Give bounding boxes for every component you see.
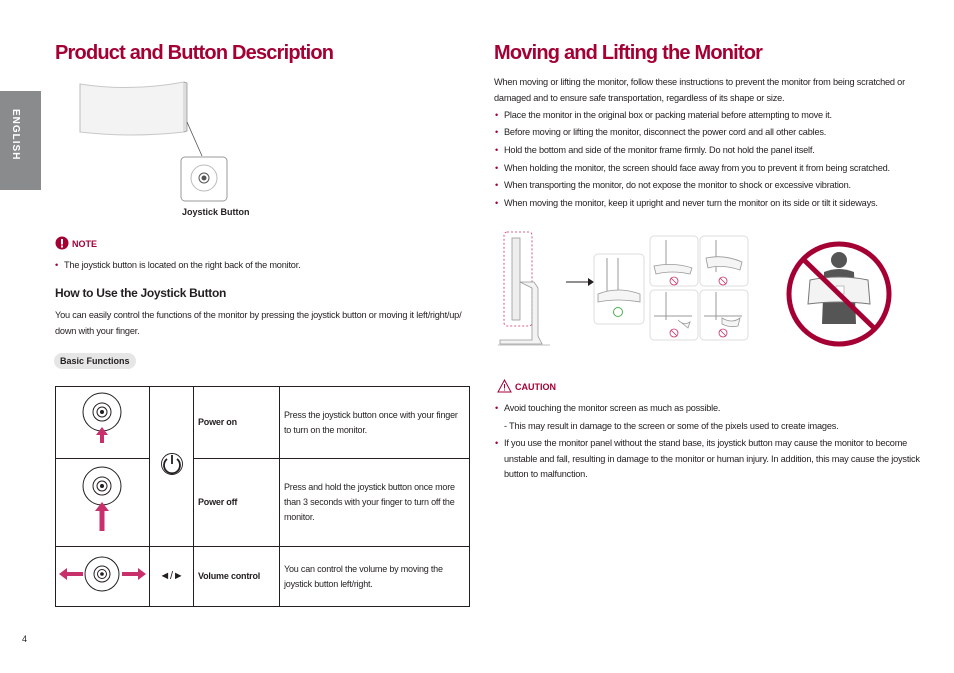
page-number: 4: [22, 634, 28, 644]
joystick-press-illustration: [56, 387, 149, 453]
moving-bullet-4: • When holding the monitor, the screen should face away from you to prevent it from being scratched.: [504, 160, 890, 176]
power-off-illustration-cell: [56, 459, 150, 547]
note-item: • The joystick button is located on the right back of the monitor.: [64, 257, 300, 273]
volume-symbol: ◄/►: [150, 547, 194, 607]
power-off-name: Power off: [194, 459, 280, 547]
power-on-desc: [280, 387, 470, 459]
power-icon: [160, 452, 184, 476]
how-to-line-1: You can easily control the functions of the monitor by pressing the joystick button or moving it left/right/up/: [55, 310, 462, 320]
caution-item-2-line-1: • If you use the monitor panel without the stand base, its joystick button may cause the monitor to become: [504, 435, 907, 451]
language-label: ENGLISH: [10, 109, 21, 161]
joystick-left-right-illustration: [56, 547, 149, 601]
volume-illustration-cell: [56, 547, 150, 607]
how-to-line-2: down with your finger.: [55, 326, 140, 336]
volume-desc-line-2: joystick button left/right.: [284, 578, 373, 589]
power-off-desc: [280, 459, 470, 547]
correct-hold-illustration: [594, 254, 644, 324]
power-on-illustration-cell: [56, 387, 150, 459]
volume-name: Volume control: [194, 547, 280, 607]
power-on-desc-line-2: to turn on the monitor.: [284, 424, 367, 435]
volume-desc-line-1: You can control the volume by moving the: [284, 563, 443, 574]
joystick-hold-illustration: [56, 459, 149, 541]
moving-bullet-6: • When moving the monitor, keep it upright and never turn the monitor on its side or tilt it sideways.: [504, 195, 878, 211]
basic-functions-table: [55, 386, 470, 607]
moving-bullet-5: • When transporting the monitor, do not expose the monitor to shock or excessive vibration.: [504, 177, 851, 193]
caution-item-2-line-3: button to malfunction.: [504, 469, 588, 479]
power-off-desc-line-3: monitor.: [284, 512, 315, 522]
caution-label: CAUTION: [515, 382, 556, 392]
note-label: NOTE: [72, 239, 98, 249]
how-to-heading: How to Use the Joystick Button: [55, 286, 227, 300]
basic-functions-label: Basic Functions: [54, 353, 136, 369]
power-on-name: Power on: [194, 387, 280, 459]
page-title-left: Product and Button Description: [55, 42, 334, 64]
language-tab: [0, 91, 41, 190]
moving-bullet-2: • Before moving or lifting the monitor, disconnect the power cord and all other cables.: [504, 124, 826, 140]
moving-bullet-3: • Hold the bottom and side of the monitor frame firmly. Do not hold the panel itself.: [504, 142, 815, 158]
power-off-desc-line-2: than 3 seconds with your finger to turn off the: [284, 497, 455, 507]
moving-bullet-1: • Place the monitor in the original box or packing material before attempting to move it.: [504, 107, 832, 123]
power-on-desc-line-1: Press the joystick button once with your finger: [284, 409, 458, 420]
caution-icon: [497, 379, 512, 393]
page-title-right: Moving and Lifting the Monitor: [494, 42, 763, 64]
intro-line-1: When moving or lifting the monitor, follow these instructions to prevent the monitor from being scratched or: [494, 77, 905, 87]
caution-item-1: • Avoid touching the monitor screen as much as possible.: [504, 400, 720, 416]
power-icon-cell: [150, 387, 194, 547]
intro-line-2: damaged and to ensure safe transportation, regardless of its shape or size.: [494, 93, 785, 103]
volume-desc: [280, 547, 470, 607]
caution-item-2-line-2: unstable and fall, resulting in damage to the monitor or human injury. In addition, this may cause the joystick: [504, 454, 920, 464]
monitor-side-view: [498, 232, 550, 345]
prohibited-carry-icon: [789, 244, 889, 344]
power-off-desc-line-1: Press and hold the joystick button once more: [284, 482, 455, 492]
figure-caption: Joystick Button: [182, 207, 250, 217]
moving-illustrations: [494, 228, 904, 350]
incorrect-hold-illustrations: [650, 236, 748, 340]
caution-subitem-1: - This may result in damage to the screen or some of the pixels used to create images.: [504, 421, 839, 431]
monitor-back-illustration: [70, 74, 250, 206]
note-icon: [55, 236, 69, 250]
